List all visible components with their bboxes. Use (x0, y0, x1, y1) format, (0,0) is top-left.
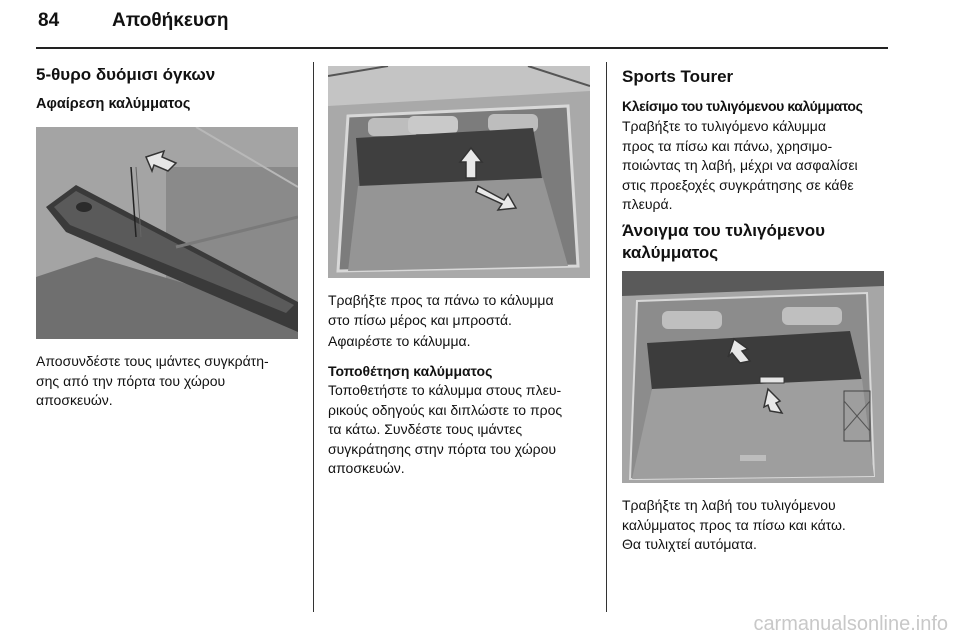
text-line: συγκράτησης στην πόρτα του χώρου (328, 440, 557, 457)
col2-para1 (328, 291, 600, 330)
text-line: στο πίσω μέρος και μπροστά. (328, 311, 512, 328)
col2-para3 (328, 381, 600, 479)
section-title-sports-tourer: Sports Tourer (622, 67, 734, 86)
text-line: προς τα πίσω και πάνω, χρησιμο- (622, 137, 833, 154)
column-divider-2 (606, 62, 607, 612)
subheading-cover-removal: Αφαίρεση καλύμματος (36, 96, 191, 112)
text-line: σης από την πόρτα του χώρου (36, 372, 226, 389)
text-line: αποσκευών. (328, 460, 405, 476)
figure-cargo-cover-lift (328, 66, 590, 278)
col3-para2 (622, 496, 892, 555)
text-line: ρικούς οδηγούς και διπλώστε το προς (328, 401, 563, 418)
text-line: Τραβήξτε τη λαβή του τυλιγόμενου (622, 497, 836, 513)
col2-para2: Αφαιρέστε το κάλυμμα. (328, 333, 471, 349)
text-line: καλύμματος προς τα πίσω και κάτω. (622, 516, 846, 533)
text-line: Τραβήξτε προς τα πάνω το κάλυμμα (328, 292, 554, 308)
col3-para1 (622, 117, 892, 215)
text-line: πλευρά. (622, 196, 673, 212)
text-line: Τοποθετήστε το κάλυμμα στους πλευ- (328, 382, 562, 398)
subheading-open-roller (622, 220, 825, 264)
col1-body (36, 352, 304, 411)
subheading-cover-install: Τοποθέτηση καλύμματος (328, 363, 493, 379)
figure-cover-removal (36, 127, 298, 339)
text-line: Αποσυνδέστε τους ιμάντες συγκράτη- (36, 353, 269, 369)
page-number: 84 (38, 10, 60, 31)
watermark: carmanualsonline.info (753, 613, 948, 635)
header-rule (36, 47, 888, 49)
figure-roller-cover (622, 271, 884, 483)
text-line: Θα τυλιχτεί αυτόματα. (622, 536, 757, 552)
subheading-close-roller: Κλείσιμο του τυλιγόμενου καλύμματος (622, 98, 863, 114)
heading-line: Άνοιγμα του τυλιγόμενου (622, 221, 826, 240)
text-line: αποσκευών. (36, 392, 113, 408)
chapter-title: Αποθήκευση (112, 10, 229, 31)
text-line: Τραβήξτε το τυλιγόμενο κάλυμμα (622, 118, 826, 134)
column-divider-1 (313, 62, 314, 612)
text-line: τα κάτω. Συνδέστε τους ιμάντες (328, 421, 523, 437)
heading-line: καλύμματος (622, 243, 719, 262)
section-title-hatchback: 5-θυρο δυόμισι όγκων (36, 65, 216, 84)
text-line: ποιώντας τη λαβή, μέχρι να ασφαλίσει (622, 157, 858, 173)
text-line: στις προεξοχές συγκράτησης σε κάθε (622, 176, 854, 193)
